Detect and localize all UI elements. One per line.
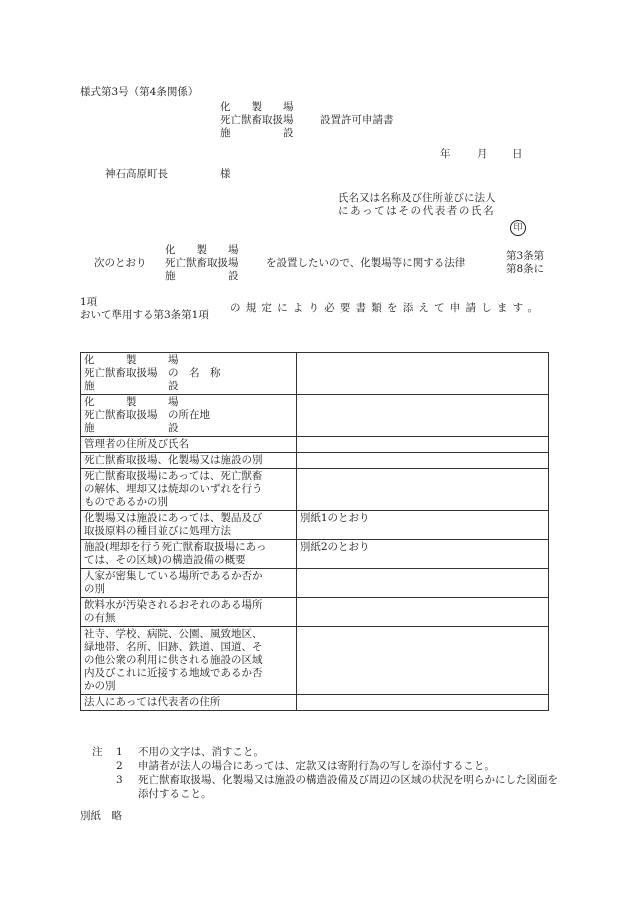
- row-label: [81, 627, 297, 695]
- attachment-note: 別紙 略: [80, 810, 122, 822]
- row-value: [296, 469, 548, 511]
- body-middle-text: を設置したいので、化製場等に関する法律: [266, 257, 466, 269]
- date-month: 月: [477, 148, 488, 160]
- lead-text: 次のとおり: [94, 257, 147, 269]
- row-label-line: の別: [84, 583, 105, 595]
- note-item: [92, 759, 568, 773]
- row-value: [296, 627, 548, 695]
- notes-head: 注: [92, 746, 103, 758]
- note-item: [92, 745, 568, 759]
- addressee: 神石高原町長: [105, 168, 168, 180]
- row-label-line: 法人にあっては代表者の住所: [84, 696, 221, 708]
- note-text: 申請者が法人の場合にあっては、定款又は寄附行為の写しを添付すること。: [138, 760, 495, 772]
- row-label-line: 人家が密集している場所であるか否か: [84, 570, 263, 582]
- body-option-2: 死亡獣畜取扱場: [165, 257, 239, 269]
- applicant-line-2: にあってはその代表者の氏名: [338, 205, 496, 217]
- table-row: [81, 540, 549, 569]
- row-label-line: 施設(埋却を行う死亡獣畜取扱場にあっ: [84, 541, 267, 553]
- row-label-line: の他公衆の利用に供される施設の区域: [84, 654, 263, 666]
- note-text: 不用の文字は、消すこと。: [138, 746, 264, 758]
- table-row: [81, 469, 549, 511]
- title-option-1: 化 製 場: [220, 101, 294, 113]
- row-label: [81, 569, 297, 598]
- row-label-line: 化 製 場: [84, 354, 179, 366]
- row-label: [81, 353, 297, 395]
- note-item: [92, 773, 568, 801]
- table-row: [81, 598, 549, 627]
- table-row: [81, 569, 549, 598]
- row-value: [296, 395, 548, 437]
- notes: [92, 745, 568, 801]
- table-row: [81, 395, 549, 437]
- note-text: 死亡獣畜取扱場、化製場又は施設の構造設備及び周辺の区域の状況を明らかにした図面を添付すること。: [138, 774, 558, 800]
- row-label: [81, 598, 297, 627]
- note-number: 1: [116, 746, 123, 758]
- article-option-1: 第3条第: [506, 250, 545, 262]
- row-value: [296, 695, 548, 711]
- clause-option-2: おいて準用する第3条第1項: [80, 309, 209, 321]
- row-value: [296, 353, 548, 395]
- title-options: [220, 101, 312, 140]
- request-statement: の規定により必要書類を添えて申請します。: [230, 302, 544, 314]
- row-label: [81, 695, 297, 711]
- seal-mark: 印: [510, 220, 526, 236]
- row-label-line: 死亡獣畜取扱場 の所在地: [84, 409, 210, 421]
- row-label: [81, 540, 297, 569]
- application-table: [80, 352, 549, 711]
- row-label-line: 化製場又は施設にあっては、製品及び: [84, 512, 263, 524]
- applicant-line-1: 氏名又は名称及び住所並びに法人: [338, 192, 496, 204]
- body-option-1: 化 製 場: [165, 244, 239, 256]
- row-label-line: 死亡獣畜取扱場、化製場又は施設の別: [84, 454, 263, 466]
- row-label-line: 飲料水が汚染されるおそれのある場所: [84, 599, 263, 611]
- row-label-line: 緑地帯、名所、旧跡、鉄道、国道、そ: [84, 641, 263, 653]
- row-label-line: かの別: [84, 680, 116, 692]
- row-label-line: の有無: [84, 612, 116, 624]
- note-number: 3: [116, 774, 123, 786]
- body-option-3: 施 設: [165, 270, 239, 282]
- table-row: [81, 437, 549, 453]
- table-row: [81, 511, 549, 540]
- row-value: 別紙2のとおり: [296, 540, 548, 569]
- row-value: [296, 598, 548, 627]
- row-label: [81, 511, 297, 540]
- row-label-line: 内及びこれに近接する地域であるか否: [84, 667, 263, 679]
- row-label: [81, 395, 297, 437]
- table-row: [81, 695, 549, 711]
- table-row: [81, 353, 549, 395]
- row-value: [296, 569, 548, 598]
- row-label: [81, 437, 297, 453]
- form-number: 様式第3号（第4条関係）: [80, 86, 199, 98]
- form-title: 設置許可申請書: [320, 114, 394, 126]
- row-label-line: の解体、埋却又は焼却のいずれを行う: [84, 483, 263, 495]
- row-label-line: 社寺、学校、病院、公園、風致地区、: [84, 628, 263, 640]
- note-number: 2: [116, 760, 123, 772]
- clause-option-1: 1項: [80, 296, 98, 308]
- row-label-line: 化 製 場: [84, 396, 179, 408]
- row-label-line: 管理者の住所及び氏名: [84, 438, 189, 450]
- row-label-line: ものであるかの別: [84, 496, 168, 508]
- row-label-line: 施 設: [84, 422, 179, 434]
- row-value: [296, 453, 548, 469]
- title-option-3: 施 設: [220, 127, 294, 139]
- honorific: 様: [220, 168, 231, 180]
- row-label-line: 取扱原料の種目並びに処理方法: [84, 525, 231, 537]
- row-label: [81, 453, 297, 469]
- table-row: [81, 627, 549, 695]
- row-value: [296, 437, 548, 453]
- date-year: 年: [440, 148, 451, 160]
- row-label-line: ては、その区域)の構造設備の概要: [84, 554, 246, 566]
- row-label-line: 施 設: [84, 380, 179, 392]
- row-value: 別紙1のとおり: [296, 511, 548, 540]
- row-label-line: 死亡獣畜取扱場にあっては、死亡獣畜: [84, 470, 263, 482]
- row-label: [81, 469, 297, 511]
- title-option-2: 死亡獣畜取扱場: [220, 114, 294, 126]
- row-label-line: 死亡獣畜取扱場 の 名 称: [84, 367, 221, 379]
- date-day: 日: [512, 148, 523, 160]
- table-row: [81, 453, 549, 469]
- article-option-2: 第8条に: [506, 263, 545, 275]
- body-options: [165, 244, 257, 283]
